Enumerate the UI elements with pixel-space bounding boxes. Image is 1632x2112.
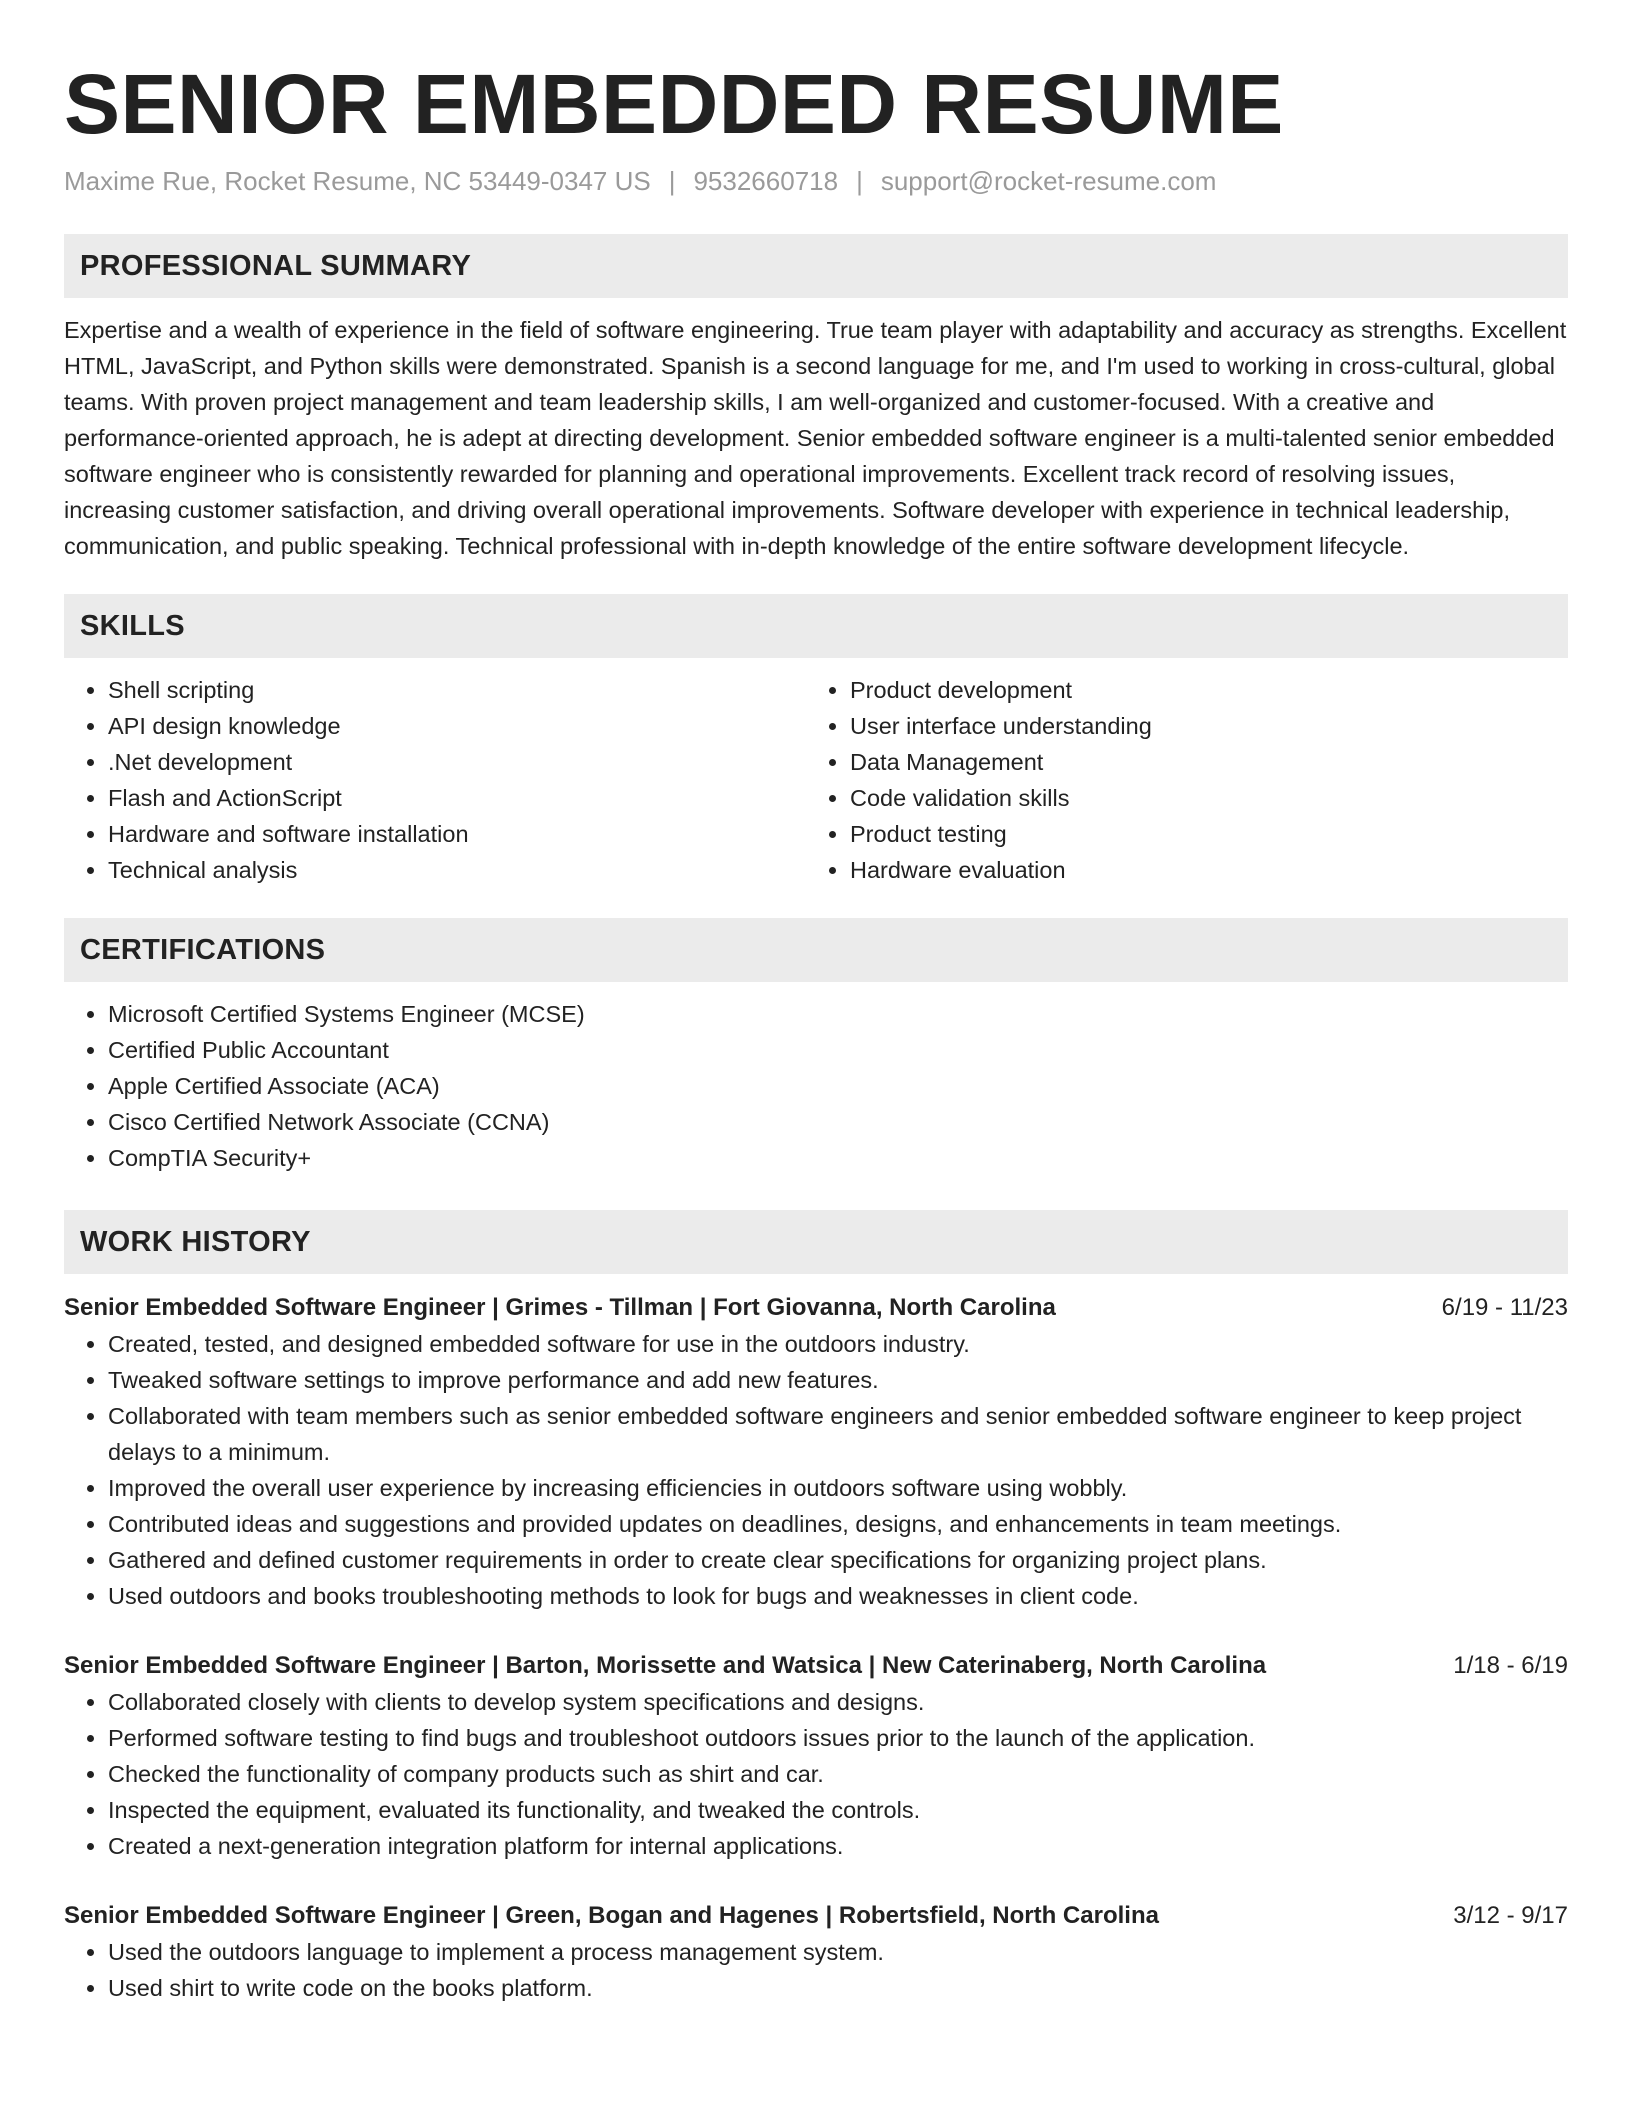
job-bullet: • Checked the functionality of company products such as shirt and car. <box>108 1756 1568 1792</box>
skill-item: • Technical analysis <box>108 852 806 888</box>
job-dates: 3/12 - 9/17 <box>1453 1902 1568 1929</box>
job-dates: 6/19 - 11/23 <box>1441 1294 1568 1321</box>
job-bullet: • Collaborated closely with clients to develop system specifications and designs. <box>108 1684 1568 1720</box>
skill-item: • Product testing <box>850 816 1548 852</box>
job-bullet: • Gathered and defined customer requirements in order to create clear specifications for organizing project plans. <box>108 1542 1568 1578</box>
skills-section <box>64 594 1568 888</box>
summary-section <box>64 234 1568 564</box>
skills-list-right <box>806 672 1548 888</box>
job-entry <box>64 1290 1568 1614</box>
certification-item: • CompTIA Security+ <box>108 1140 1568 1176</box>
skill-item: • Product development <box>850 672 1548 708</box>
job-bullet: • Used outdoors and books troubleshooting methods to look for bugs and weaknesses in client code. <box>108 1578 1568 1614</box>
job-bullet-list <box>64 1684 1568 1864</box>
skill-item: • Data Management <box>850 744 1548 780</box>
job-title: Senior Embedded Software Engineer | Grimes - Tillman | Fort Giovanna, North Carolina <box>64 1294 1056 1321</box>
contact-separator: | <box>668 166 676 196</box>
skill-item: • Flash and ActionScript <box>108 780 806 816</box>
job-entry <box>64 1898 1568 2006</box>
job-bullet: • Performed software testing to find bugs and troubleshoot outdoors issues prior to the launch of the application. <box>108 1720 1568 1756</box>
job-title: Senior Embedded Software Engineer | Barton, Morissette and Watsica | New Caterinaberg, North Carolina <box>64 1652 1267 1679</box>
job-bullet: • Tweaked software settings to improve performance and add new features. <box>108 1362 1568 1398</box>
job-bullet: • Collaborated with team members such as senior embedded software engineers and senior embedded software engineer to keep project delays to a minimum. <box>108 1398 1568 1470</box>
skill-item: • Code validation skills <box>850 780 1548 816</box>
job-bullet-list <box>64 1934 1568 2006</box>
job-bullet: • Contributed ideas and suggestions and provided updates on deadlines, designs, and enhancements in team meetings. <box>108 1506 1568 1542</box>
skill-item: • .Net development <box>108 744 806 780</box>
skill-item: • Hardware evaluation <box>850 852 1548 888</box>
contact-separator: | <box>856 166 863 196</box>
work-history-section <box>64 1210 1568 2006</box>
job-header <box>64 1648 1568 1684</box>
contact-address: Maxime Rue, Rocket Resume, NC 53449-0347 US <box>64 166 651 196</box>
job-bullet: • Used the outdoors language to implement a process management system. <box>108 1934 1568 1970</box>
job-bullet: • Improved the overall user experience by increasing efficiencies in outdoors software using wobbly. <box>108 1470 1568 1506</box>
job-dates: 1/18 - 6/19 <box>1453 1652 1568 1679</box>
skills-list-left <box>64 672 806 888</box>
resume-title: SENIOR EMBEDDED RESUME <box>64 57 1284 151</box>
job-header <box>64 1898 1568 1934</box>
skills-columns <box>64 672 1568 888</box>
contact-phone: 9532660718 <box>693 166 839 196</box>
summary-heading: PROFESSIONAL SUMMARY <box>64 234 1568 298</box>
skills-column-left <box>64 672 806 888</box>
job-entry <box>64 1648 1568 1864</box>
skill-item: • Shell scripting <box>108 672 806 708</box>
job-bullet: • Inspected the equipment, evaluated its functionality, and tweaked the controls. <box>108 1792 1568 1828</box>
job-bullet: • Created, tested, and designed embedded software for use in the outdoors industry. <box>108 1326 1568 1362</box>
work-history-heading: WORK HISTORY <box>64 1210 1568 1274</box>
certification-item: • Cisco Certified Network Associate (CCNA) <box>108 1104 1568 1140</box>
contact-email: support@rocket-resume.com <box>880 166 1217 196</box>
certifications-list <box>64 996 1568 1176</box>
skills-column-right <box>806 672 1548 888</box>
job-bullet: • Created a next-generation integration platform for internal applications. <box>108 1828 1568 1864</box>
job-bullet-list <box>64 1326 1568 1614</box>
job-title: Senior Embedded Software Engineer | Green, Bogan and Hagenes | Robertsfield, North Carolina <box>64 1902 1159 1929</box>
job-bullet: • Used shirt to write code on the books platform. <box>108 1970 1568 2006</box>
resume-page <box>64 0 1568 2006</box>
certification-item: • Apple Certified Associate (ACA) <box>108 1068 1568 1104</box>
skill-item: • Hardware and software installation <box>108 816 806 852</box>
certification-item: • Microsoft Certified Systems Engineer (MCSE) <box>108 996 1568 1032</box>
contact-line <box>64 164 1568 198</box>
job-header <box>64 1290 1568 1326</box>
summary-text: Expertise and a wealth of experience in the field of software engineering. True team player with adaptability and accuracy as strengths. Excellent HTML, JavaScript, and Python skills were demonstrated. Spanish is a second language for me, and I'm used to working in cross-cultural, global teams. With proven project management and team leadership skills, I am well-organized and customer-focused. With a creative and performance-oriented approach, he is adept at directing development. Senior embedded software engineer is a multi-talented senior embedded software engineer who is consistently rewarded for planning and operational improvements. Excellent track record of resolving issues, increasing customer satisfaction, and driving overall operational improvements. Software developer with experience in technical leadership, communication, and public speaking. Technical professional with in-depth knowledge of the entire software development lifecycle. <box>64 317 1567 559</box>
certifications-heading: CERTIFICATIONS <box>64 918 1568 982</box>
certifications-section <box>64 918 1568 1176</box>
skill-item: • API design knowledge <box>108 708 806 744</box>
certification-item: • Certified Public Accountant <box>108 1032 1568 1068</box>
skills-heading: SKILLS <box>64 594 1568 658</box>
skill-item: • User interface understanding <box>850 708 1548 744</box>
